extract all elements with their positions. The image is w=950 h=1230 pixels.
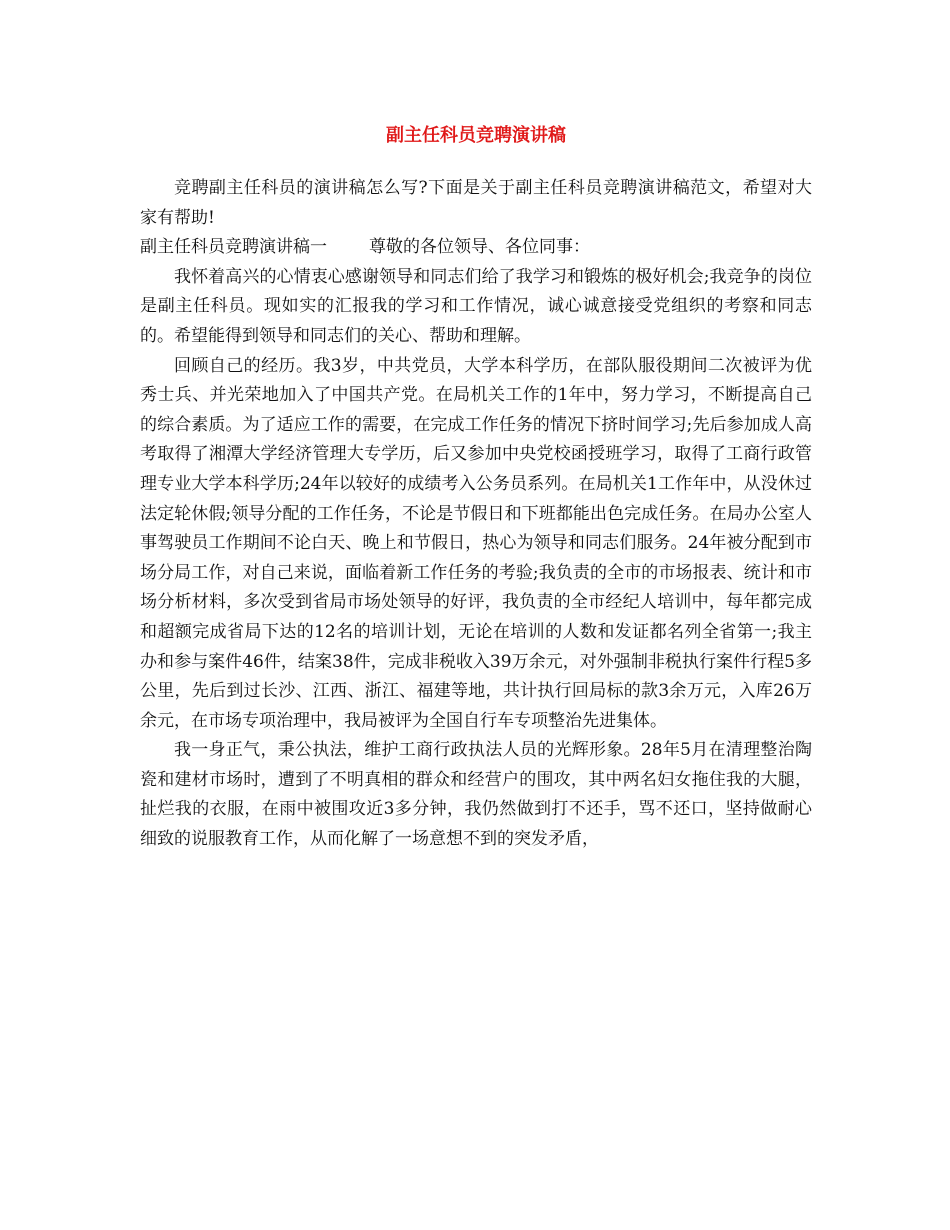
- body-paragraph-1: 我怀着高兴的心情衷心感谢领导和同志们给了我学习和锻炼的极好机会;我竞争的岗位是副主任科员。现如实的汇报我的学习和工作情况，诚心诚意接受党组织的考察和同志的。希望能得到领导和同志们的关心、帮助和理解。: [140, 266, 812, 346]
- document-page: [140, 118, 812, 855]
- body-paragraph-2: 回顾自己的经历。我3岁，中共党员，大学本科学历，在部队服役期间二次被评为优秀士兵、并光荣地加入了中国共产党。在局机关工作的1年中，努力学习，不断提高自己的综合素质。为了适应工作的需要，在完成工作任务的情况下挤时间学习;先后参加成人高考取得了湘潭大学经济管理大专学历，后又参加中央党校函授班学习，取得了工商行政管理专业大学本科学历;24年以较好的成绩考入公务员系列。在局机关1工作年中，从没休过法定轮休假;领导分配的工作任务，不论是节假日和下班都能出色完成任务。在局办公室人事驾驶员工作期间不论白天、晚上和节假日，热心为领导和同志们服务。24年被分配到市场分局工作，对自己来说，面临着新工作任务的考验;我负责的全市的市场报表、统计和市场分析材料，多次受到省局市场处领导的好评，我负责的全市经纪人培训中，每年都完成和超额完成省局下达的12名的培训计划，无论在培训的人数和发证都名列全省第一;我主办和参与案件46件，结案38件，完成非税收入39万余元，对外强制非税执行案件行程5多公里，先后到过长沙、江西、浙江、福建等地，共计执行回局标的款3余万元，入库26万余元，在市场专项治理中，我局被评为全国自行车专项整治先进集体。: [140, 355, 812, 731]
- intro-paragraph: 竞聘副主任科员的演讲稿怎么写?下面是关于副主任科员竞聘演讲稿范文，希望对大家有帮助!: [140, 178, 812, 228]
- document-title: 副主任科员竞聘演讲稿: [386, 125, 566, 146]
- salutation: 尊敬的各位领导、各位同事：: [369, 237, 590, 258]
- section-heading: 副主任科员竞聘演讲稿一: [140, 237, 327, 258]
- section-heading-line: [140, 233, 812, 263]
- body-paragraph-3: 我一身正气，秉公执法，维护工商行政执法人员的光辉形象。28年5月在清理整治陶瓷和建材市场时，遭到了不明真相的群众和经营户的围攻，其中两名妇女拖住我的大腿，扯烂我的衣服，在雨中被围攻近3多分钟，我仍然做到打不还手，骂不还口，坚持做耐心细致的说服教育工作，从而化解了一场意想不到的突发矛盾，: [140, 740, 812, 850]
